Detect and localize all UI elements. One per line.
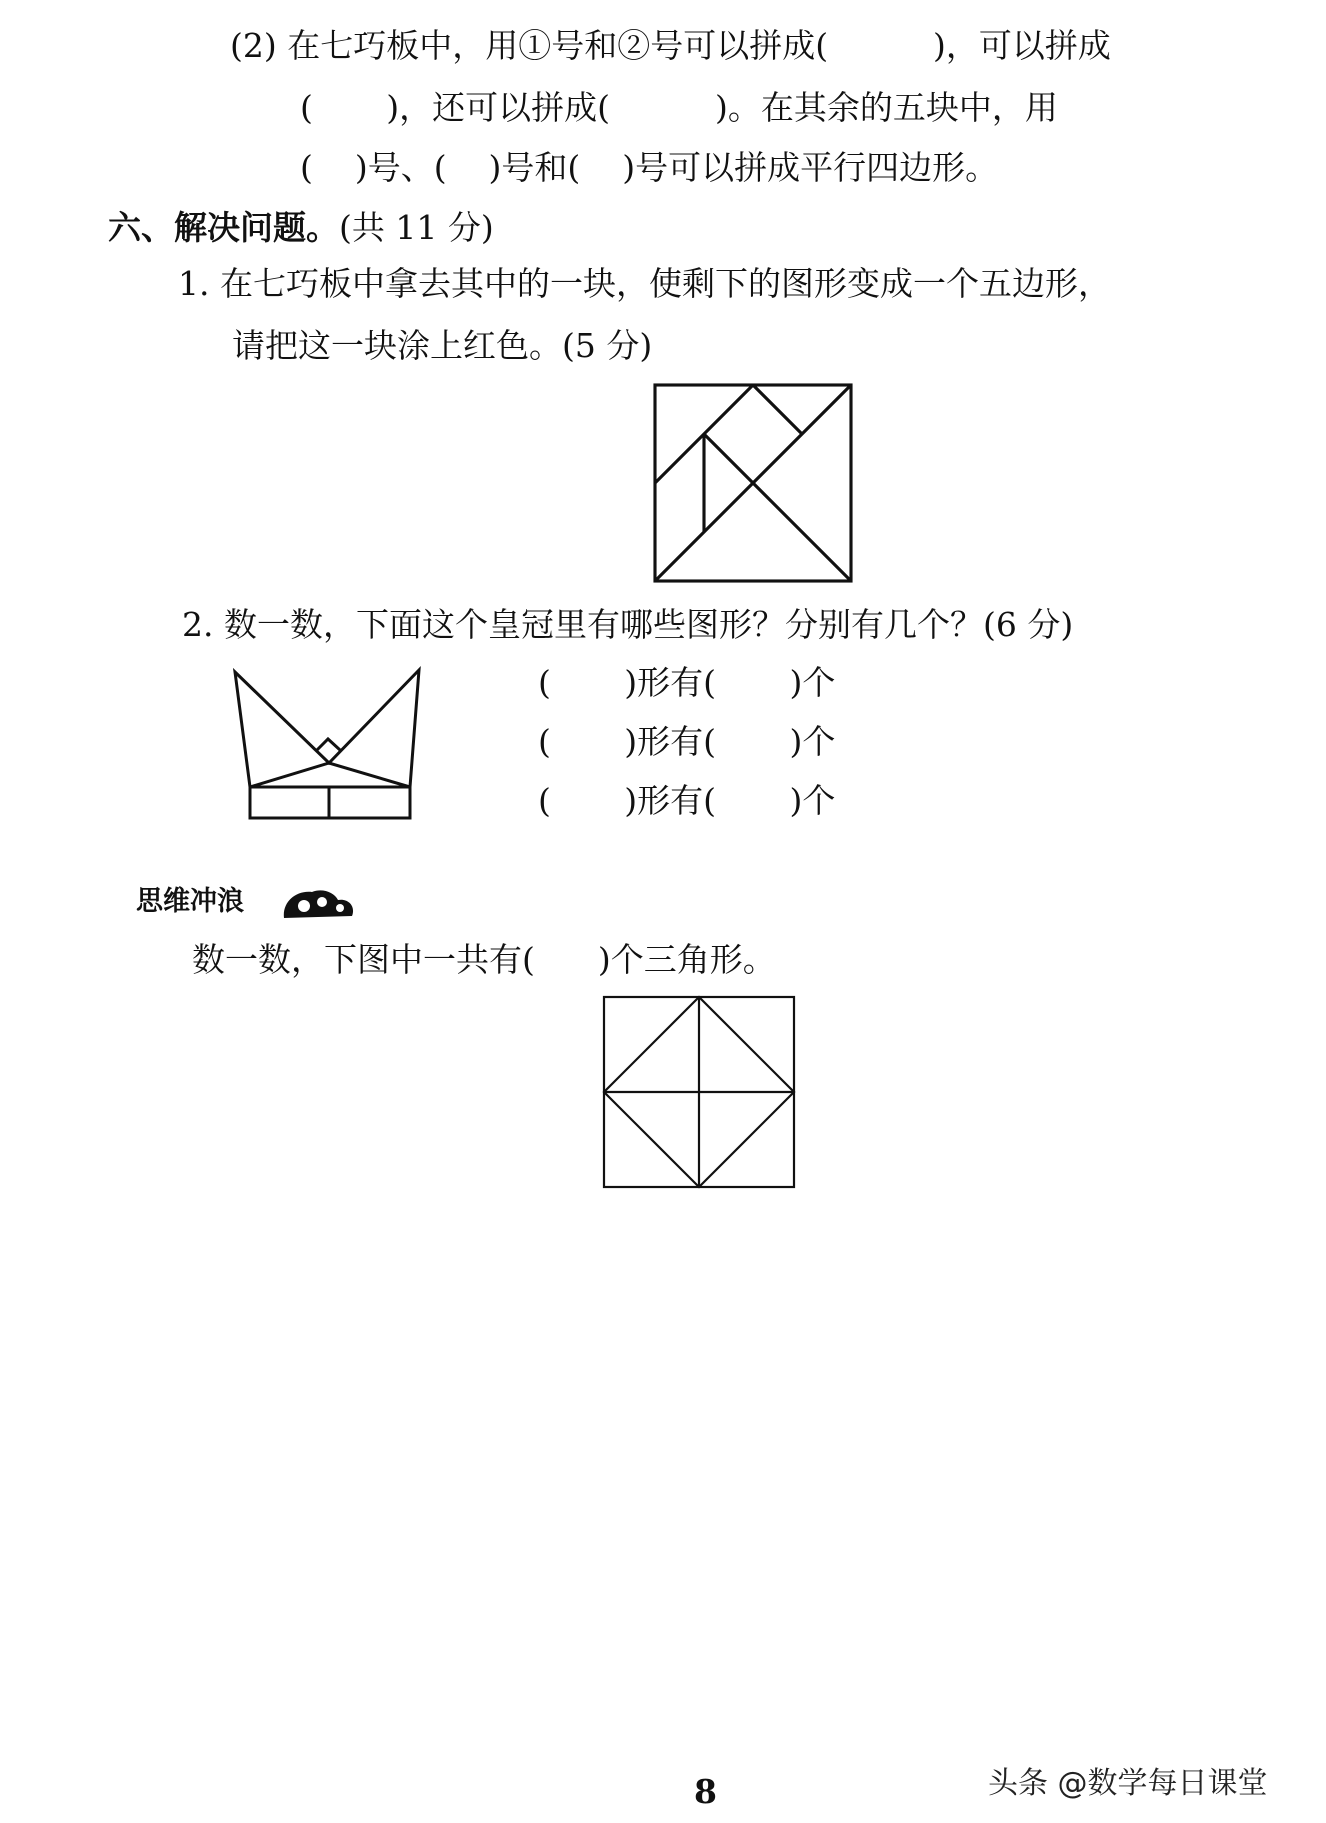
tangram-figure (655, 385, 851, 581)
part2-line2: ( )，还可以拼成( )。在其余的五块中，用 (300, 88, 1058, 127)
crown-figure (235, 670, 419, 818)
q1-line2: 请把这一块涂上红色。(5 分) (232, 326, 653, 365)
challenge-title: 思维冲浪 (136, 886, 244, 917)
page-number: 8 (694, 1772, 717, 1811)
challenge-question: 数一数，下图中一共有( )个三角形。 (192, 940, 776, 979)
answer-row: ( )形有( )个 (538, 781, 836, 820)
answer-row: ( )形有( )个 (538, 722, 836, 761)
triangle-count-figure (604, 997, 794, 1187)
part2-line1: (2) 在七巧板中，用①号和②号可以拼成( )，可以拼成 (230, 26, 1111, 65)
section6-title: 六、解决问题。 (108, 208, 339, 247)
section6-score: (共 11 分) (339, 208, 494, 247)
q1-line1: 1. 在七巧板中拿去其中的一块，使剩下的图形变成一个五边形， (178, 264, 1111, 303)
wave-icon (284, 890, 353, 918)
answer-row: ( )形有( )个 (538, 663, 836, 702)
watermark: 头条 @数学每日课堂 (988, 1766, 1268, 1801)
q2-text: 2. 数一数，下面这个皇冠里有哪些图形？分别有几个？(6 分) (182, 605, 1074, 644)
part2-line3: ( )号、( )号和( )号可以拼成平行四边形。 (300, 148, 999, 187)
